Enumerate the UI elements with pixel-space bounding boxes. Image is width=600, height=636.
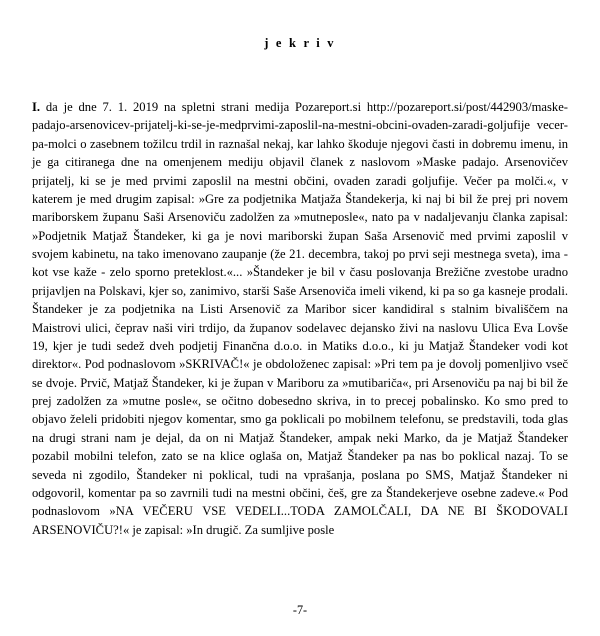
document-page [0,36,600,636]
page-number: -7- [292,603,308,617]
page-title: j e k r i v [264,36,336,50]
paragraph-number: I. [32,100,41,114]
paragraph-text: da je dne 7. 1. 2019 na spletni strani medija Pozareport.si http://pozareport.si/post/442903/maske-padajo-arsenovicev-prijatelj-ki-se-je-medprvimi-zaposlil-na-mestni-obcini-ovaden-zaradi-goljufije vecer-pa-molci o zasebnem tožilcu trdil in raznašal nekaj, kar lahko škoduje njegovi časti in dobremu imenu, in je ga citiranega dne na omenjenem mediju objavil članek z naslovom »Maske padajo. Arsenovičev prijatelj, ki se je med prvimi zaposlil na mestni občini, ovaden zaradi goljufije. Večer pa molči.«, v katerem je med drugim zapisal: »Gre za podjetnika Matjaža Štandekerja, ki naj bi bil že prej pri novem mariborskem županu Saši Arsenoviču zadolžen za »mutneposle«, nato pa v nadaljevanju članka zapisal: »Podjetnik Matjaž Štandeker, ki ga je novi mariborski župan Saša Arsenovič med prvimi zaposlil v svojem kabinetu, na tako imenovano zaupanje (že 21. decembra, takoj po prvi seji mestnega sveta), ima - kot vse kaže - zelo sporno preteklost.«... »Štandeker je bil v času poslovanja Brežične zvestobe uradno prijavljen na Polskavi, kjer so, zanimivo, starši Saše Arsenoviča imeli vikend, ki pa so ga kasneje prodali. Štandeker je za podjetnika na Listi Arsenovič za Maribor sicer kandidiral s stalnim bivališčem na Maistrovi ulici, čeprav naši viri trdijo, da županov sodelavec dejansko živi na naslovu Ulica Eva Lovše 19, kjer je tudi sedež dveh podjetij Finančna d.o.o. in Matiks d.o.o., ki ju Matjaž Štandeker vodi kot direktor«. Pod podnaslovom »SKRIVAČ!« je obdoloženec zapisal: »Pri tem pa je dovolj pomenljivo vseč se dvoje. Prvič, Matjaž Štandeker, ki je župan v Mariboru za »mutibariča«, pri Arsenoviču pa naj bi bil že prej zadolžen za »mutne posle«, se očitno dobesedno skriva, in to precej pobalinsko. Ko smo pred to objavo želeli pridobiti njegov komentar, smo ga poklicali po mobilnem telefonu, se predstavili, toda glas na drugi strani nam je dejal, da on ni Matjaž Štandeker, ampak neki Marko, da je Matjaž Štandeker pozabil mobilni telefon, zato se na klice oglaša on, Matjaž Štandeker pa nas bo poklical nazaj. To se seveda ni zgodilo, Štandeker ni poklical, tudi na vprašanja, poslana po SMS, Matjaž Štandeker ni odgovoril, komentar pa so zavrnili tudi na mestni občini, češ, gre za Štandekerjeve osebne zadeve.« Pod podnaslovom »NA VEČERU VSE VEDELI...TODA ZAMOLČALI, DA NE BI ŠKODOVALI ARSENOVIČU?!« je zapisal: »In drugič. Za sumljive posle [32,100,568,537]
paragraph-I [32,98,568,539]
document-body [32,98,568,539]
